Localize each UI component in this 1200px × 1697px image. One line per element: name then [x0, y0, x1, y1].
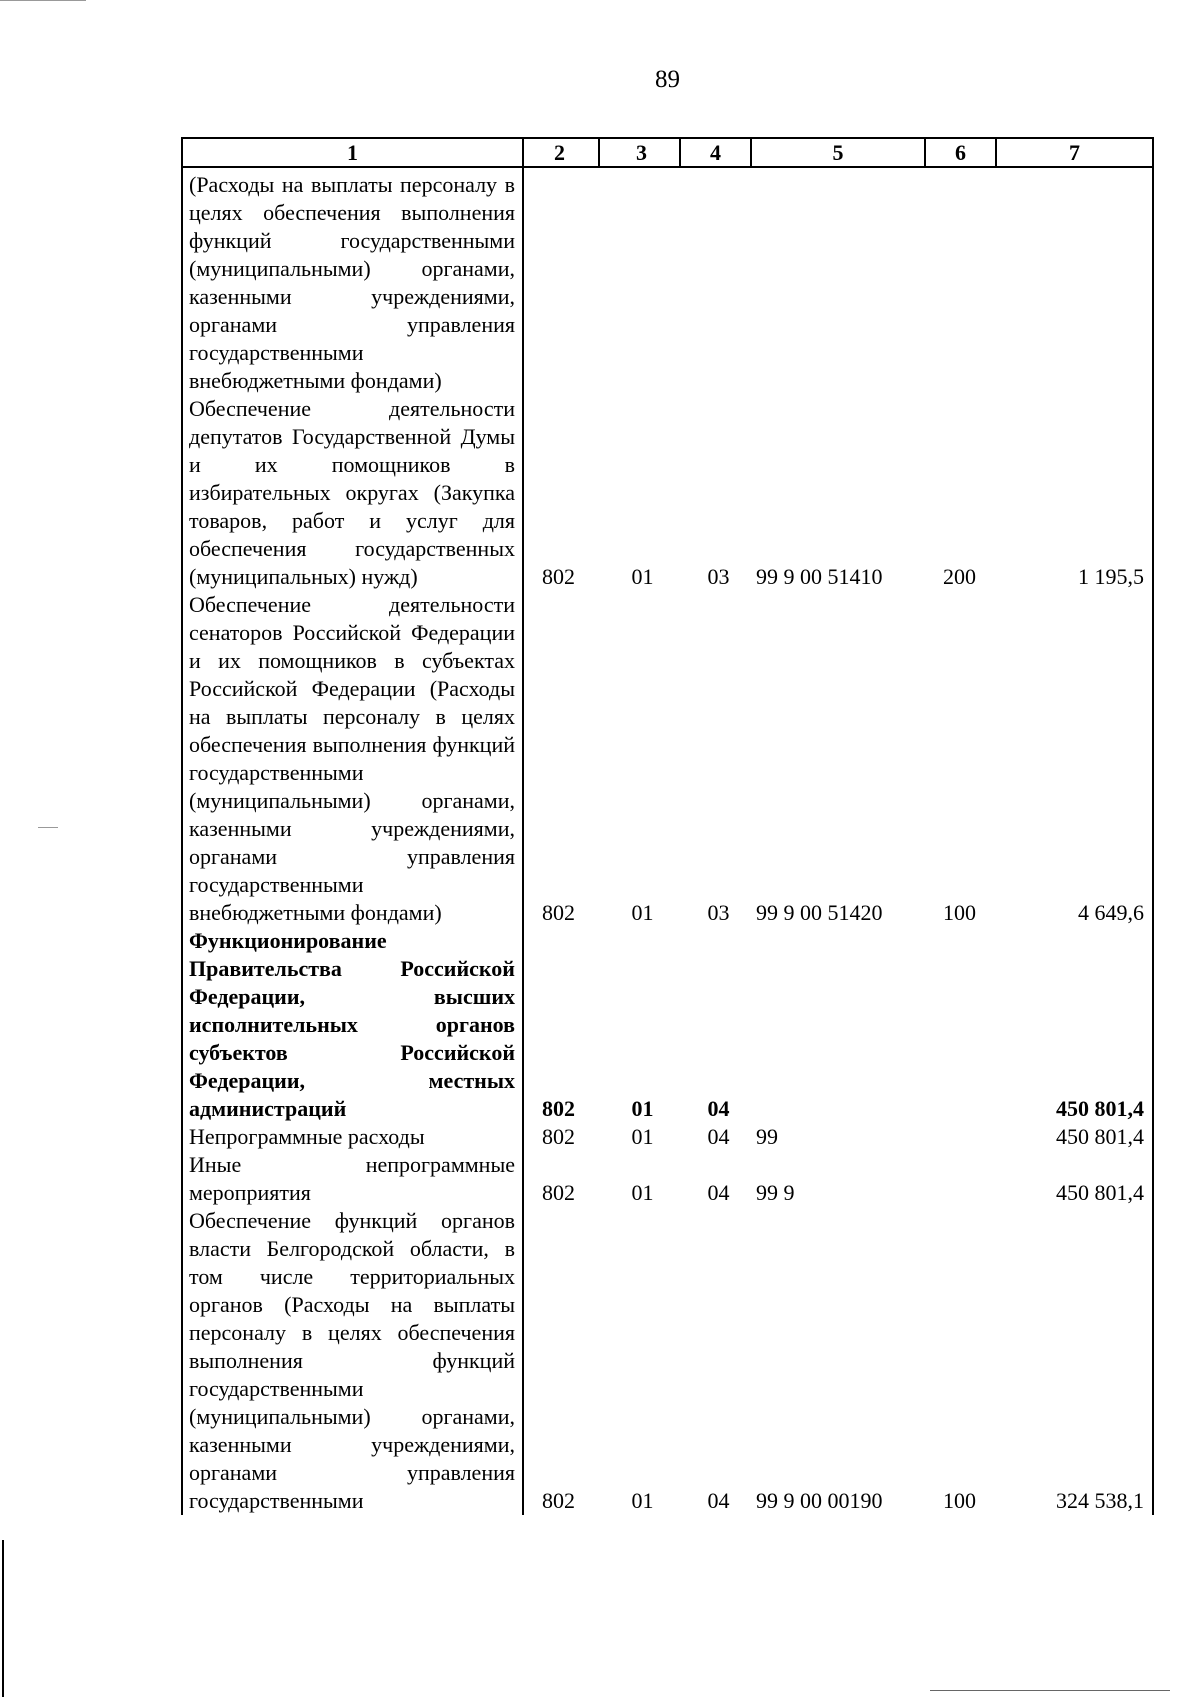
budget-table — [181, 137, 1154, 1515]
table-row — [182, 1151, 1153, 1207]
table-row — [182, 167, 1153, 395]
row-code: 802 — [542, 564, 575, 589]
row-code: 802 — [542, 1096, 575, 1121]
row-name: Обеспечение деятельности сенаторов Российской Федерации и их помощников в субъектах Российской Федерации (Расходы на выплаты персоналу в целях обеспечения выполнения функций государственными (муниципальными) органами, казенными учреждениями, органами управления государственными внебюджетными фондами) — [182, 591, 523, 927]
page-number: 89 — [655, 66, 680, 93]
row-target-article — [751, 927, 925, 1123]
table-row — [182, 591, 1153, 927]
row-code: 802 — [542, 900, 575, 925]
row-target-article: 99 9 — [756, 1180, 795, 1205]
row-amount: 4 649,6 — [996, 591, 1153, 927]
row-code — [523, 167, 599, 395]
column-number-header — [182, 138, 1153, 167]
row-target-article: 99 9 00 51410 — [756, 564, 883, 589]
table-body — [182, 167, 1153, 1515]
row-amount: 1 195,5 — [996, 395, 1153, 591]
column-header: 2 — [523, 138, 599, 167]
row-target-article: 99 9 00 00190 — [756, 1488, 883, 1513]
row-expense-kind: 100 — [943, 900, 976, 925]
row-amount — [996, 167, 1153, 395]
row-subsection: 03 — [707, 564, 730, 589]
column-header: 4 — [680, 138, 751, 167]
scan-mark — [0, 0, 86, 1]
table-row — [182, 927, 1153, 1123]
column-header: 6 — [925, 138, 996, 167]
scan-margin-line — [2, 1540, 4, 1697]
row-expense-kind — [925, 167, 996, 395]
column-header: 1 — [182, 138, 523, 167]
row-code: 802 — [542, 1180, 575, 1205]
row-code: 802 — [542, 1124, 575, 1149]
row-expense-kind: 100 — [943, 1488, 976, 1513]
table-row — [182, 395, 1153, 591]
row-name: Иные непрограммные мероприятия — [182, 1151, 523, 1207]
table-row — [182, 1123, 1153, 1151]
row-target-article: 99 — [756, 1124, 778, 1149]
row-subsection: 04 — [707, 1124, 730, 1149]
row-subsection: 04 — [707, 1180, 730, 1205]
row-subsection: 04 — [707, 1488, 730, 1513]
row-subsection — [680, 167, 751, 395]
row-code: 802 — [542, 1488, 575, 1513]
row-expense-kind: 200 — [943, 564, 976, 589]
table-row — [182, 1207, 1153, 1515]
row-section: 01 — [631, 1124, 654, 1149]
scan-mark — [38, 827, 58, 828]
row-name: (Расходы на выплаты персоналу в целях обеспечения выполнения функций государственными (муниципальными) органами, казенными учреждениями, органами управления государственными внебюджетными фондами) — [182, 167, 523, 395]
row-amount: 450 801,4 — [996, 1123, 1153, 1151]
row-section: 01 — [631, 900, 654, 925]
row-expense-kind — [925, 927, 996, 1123]
column-header: 3 — [599, 138, 680, 167]
scan-mark — [930, 1690, 1170, 1691]
column-header: 5 — [751, 138, 925, 167]
row-section: 01 — [631, 1488, 654, 1513]
row-target-article — [751, 167, 925, 395]
row-subsection: 03 — [707, 900, 730, 925]
row-subsection: 04 — [707, 1096, 730, 1121]
row-name: Функционирование Правительства Российской Федерации, высших исполнительных органов субъектов Российской Федерации, местных администраций — [182, 927, 523, 1123]
row-amount: 450 801,4 — [996, 927, 1153, 1123]
row-section: 01 — [631, 1096, 654, 1121]
row-amount: 324 538,1 — [996, 1207, 1153, 1515]
column-header: 7 — [996, 138, 1153, 167]
row-expense-kind — [925, 1123, 996, 1151]
row-amount: 450 801,4 — [996, 1151, 1153, 1207]
row-section: 01 — [631, 564, 654, 589]
row-name: Непрограммные расходы — [182, 1123, 523, 1151]
row-section — [599, 167, 680, 395]
row-name: Обеспечение функций органов власти Белгородской области, в том числе территориальных органов (Расходы на выплаты персоналу в целях обеспечения выполнения функций государственными (муниципальными) органами, казенными учреждениями, органами управления государственными — [182, 1207, 523, 1515]
row-target-article: 99 9 00 51420 — [756, 900, 883, 925]
row-section: 01 — [631, 1180, 654, 1205]
row-expense-kind — [925, 1151, 996, 1207]
row-name: Обеспечение деятельности депутатов Государственной Думы и их помощников в избирательных округах (Закупка товаров, работ и услуг для обеспечения государственных (муниципальных) нужд) — [182, 395, 523, 591]
